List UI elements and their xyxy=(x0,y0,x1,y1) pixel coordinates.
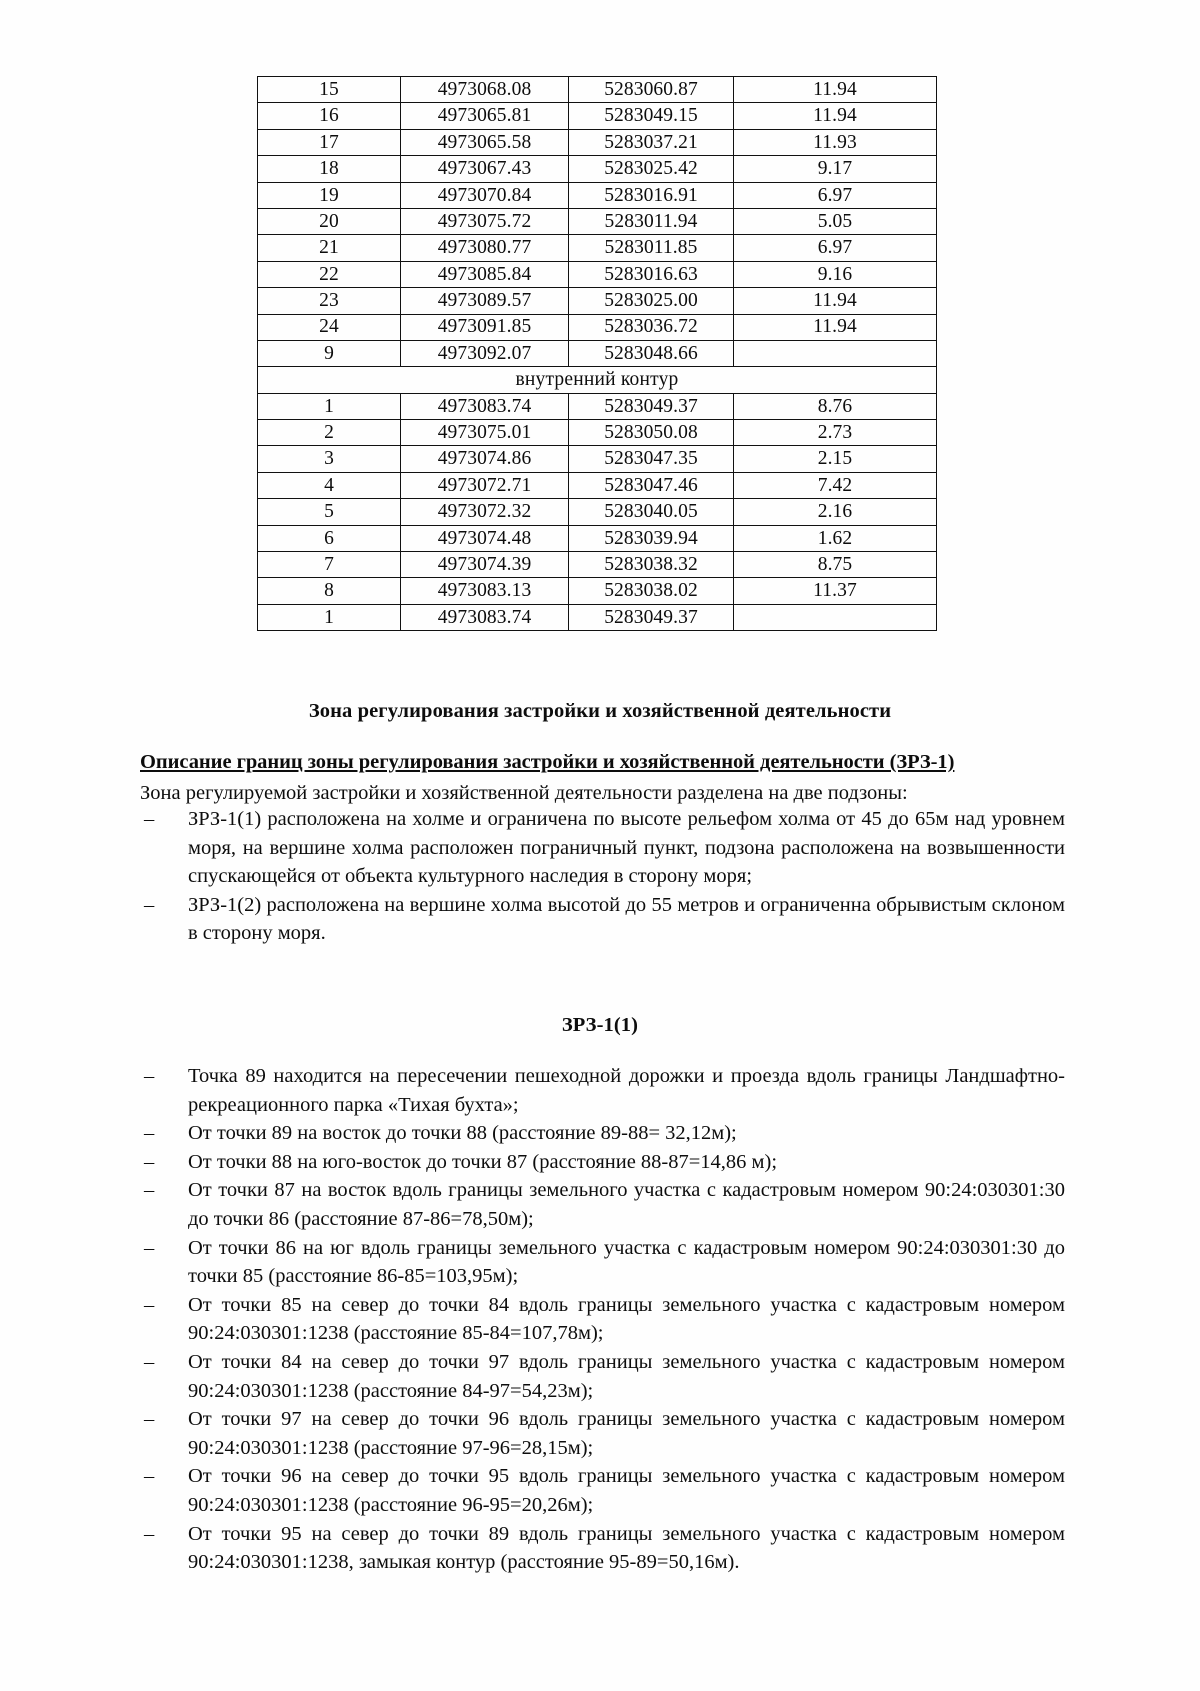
cell-coord-x: 4973072.71 xyxy=(401,472,569,498)
table-row xyxy=(258,446,937,472)
cell-coord-y: 5283047.46 xyxy=(569,472,734,498)
cell-distance: 9.16 xyxy=(734,261,937,287)
cell-coord-x: 4973092.07 xyxy=(401,340,569,366)
coordinate-table-body xyxy=(258,77,937,631)
cell-coord-x: 4973065.81 xyxy=(401,103,569,129)
cell-coord-y: 5283025.00 xyxy=(569,288,734,314)
cell-coord-y: 5283060.87 xyxy=(569,77,734,103)
cell-distance: 11.93 xyxy=(734,129,937,155)
cell-distance: 11.94 xyxy=(734,77,937,103)
cell-num: 20 xyxy=(258,208,401,234)
cell-distance: 8.76 xyxy=(734,393,937,419)
cell-num: 18 xyxy=(258,156,401,182)
cell-coord-x: 4973072.32 xyxy=(401,499,569,525)
cell-num: 7 xyxy=(258,552,401,578)
cell-coord-x: 4973089.57 xyxy=(401,288,569,314)
boundary-list-item: – От точки 85 на север до точки 84 вдоль границы земельного участка с кадастровым номером 90:24:030301:1238 (расстояние 85-84=107,78м); xyxy=(140,1291,1065,1348)
cell-distance: 5.05 xyxy=(734,208,937,234)
cell-coord-x: 4973067.43 xyxy=(401,156,569,182)
cell-num: 19 xyxy=(258,182,401,208)
table-row xyxy=(258,578,937,604)
cell-coord-x: 4973074.48 xyxy=(401,525,569,551)
boundary-list-item: – От точки 89 на восток до точки 88 (расстояние 89-88= 32,12м); xyxy=(140,1119,1065,1148)
subzone-list-item: – ЗРЗ-1(1) расположена на холме и ограничена по высоте рельефом холма от 45 до 65м над уровнем моря, на вершине холма расположен пограничный пункт, подзона расположена на возвышенности спускающейся от объекта культурного наследия в сторону моря; xyxy=(140,805,1065,891)
cell-num: 3 xyxy=(258,446,401,472)
cell-coord-y: 5283047.35 xyxy=(569,446,734,472)
boundary-list-item: – От точки 84 на север до точки 97 вдоль границы земельного участка с кадастровым номером 90:24:030301:1238 (расстояние 84-97=54,23м); xyxy=(140,1348,1065,1405)
table-row xyxy=(258,393,937,419)
cell-distance xyxy=(734,340,937,366)
table-row xyxy=(258,552,937,578)
boundary-list-item: – От точки 87 на восток вдоль границы земельного участка с кадастровым номером 90:24:030301:30 до точки 86 (расстояние 87-86=78,50м); xyxy=(140,1176,1065,1233)
cell-coord-y: 5283038.32 xyxy=(569,552,734,578)
section-heading-zrz-1-1: ЗРЗ-1(1) xyxy=(561,1014,639,1036)
cell-distance: 7.42 xyxy=(734,472,937,498)
cell-num: 22 xyxy=(258,261,401,287)
cell-coord-x: 4973080.77 xyxy=(401,235,569,261)
table-row xyxy=(258,182,937,208)
boundary-list-item: – Точка 89 находится на пересечении пешеходной дорожки и проезда вдоль границы Ландшафтно- рекреационного парка «Тихая бухта»; xyxy=(140,1062,1065,1119)
cell-distance: 6.97 xyxy=(734,235,937,261)
table-section-row xyxy=(258,367,937,393)
section-heading-description: Описание границ зоны регулирования застройки и хозяйственной деятельности (ЗРЗ-1) xyxy=(140,751,955,773)
cell-distance: 11.37 xyxy=(734,578,937,604)
cell-distance xyxy=(734,604,937,630)
table-row xyxy=(258,288,937,314)
coordinate-table xyxy=(257,76,937,631)
cell-coord-x: 4973083.13 xyxy=(401,578,569,604)
cell-distance: 2.16 xyxy=(734,499,937,525)
boundary-list-item: – От точки 95 на север до точки 89 вдоль границы земельного участка с кадастровым номером 90:24:030301:1238, замыкая контур (расстояние 95-89=50,16м). xyxy=(140,1520,1065,1577)
cell-distance: 11.94 xyxy=(734,314,937,340)
cell-distance: 6.97 xyxy=(734,182,937,208)
cell-distance: 8.75 xyxy=(734,552,937,578)
cell-num: 6 xyxy=(258,525,401,551)
table-row xyxy=(258,525,937,551)
cell-distance: 9.17 xyxy=(734,156,937,182)
inner-contour-label: внутренний контур xyxy=(258,367,937,393)
subzone-list xyxy=(140,805,1065,948)
boundary-list-item: – От точки 96 на север до точки 95 вдоль границы земельного участка с кадастровым номером 90:24:030301:1238 (расстояние 96-95=20,26м); xyxy=(140,1462,1065,1519)
table-row xyxy=(258,103,937,129)
cell-coord-y: 5283049.37 xyxy=(569,393,734,419)
table-row xyxy=(258,156,937,182)
cell-num: 17 xyxy=(258,129,401,155)
subzone-list-item: – ЗРЗ-1(2) расположена на вершине холма высотой до 55 метров и ограниченна обрывистым склоном в сторону моря. xyxy=(140,891,1065,948)
cell-coord-y: 5283049.15 xyxy=(569,103,734,129)
cell-num: 15 xyxy=(258,77,401,103)
table-row xyxy=(258,604,937,630)
cell-coord-x: 4973085.84 xyxy=(401,261,569,287)
cell-num: 4 xyxy=(258,472,401,498)
cell-coord-y: 5283048.66 xyxy=(569,340,734,366)
cell-coord-y: 5283011.94 xyxy=(569,208,734,234)
cell-coord-y: 5283039.94 xyxy=(569,525,734,551)
zrz-1-1-boundary-list xyxy=(140,1062,1065,1577)
cell-coord-x: 4973091.85 xyxy=(401,314,569,340)
cell-coord-y: 5283036.72 xyxy=(569,314,734,340)
cell-num: 23 xyxy=(258,288,401,314)
cell-coord-y: 5283049.37 xyxy=(569,604,734,630)
cell-coord-x: 4973070.84 xyxy=(401,182,569,208)
page-title-zone: Зона регулирования застройки и хозяйственной деятельности xyxy=(308,700,892,722)
boundary-list-item: – От точки 86 на юг вдоль границы земельного участка с кадастровым номером 90:24:030301:30 до точки 85 (расстояние 86-85=103,95м); xyxy=(140,1234,1065,1291)
cell-num: 24 xyxy=(258,314,401,340)
cell-distance: 2.15 xyxy=(734,446,937,472)
cell-num: 8 xyxy=(258,578,401,604)
table-row xyxy=(258,129,937,155)
boundary-list-item: – От точки 97 на север до точки 96 вдоль границы земельного участка с кадастровым номером 90:24:030301:1238 (расстояние 97-96=28,15м); xyxy=(140,1405,1065,1462)
boundary-list-item: – От точки 88 на юго-восток до точки 87 (расстояние 88-87=14,86 м); xyxy=(140,1148,1065,1177)
table-row xyxy=(258,77,937,103)
cell-coord-x: 4973075.01 xyxy=(401,420,569,446)
cell-distance: 11.94 xyxy=(734,103,937,129)
cell-coord-y: 5283011.85 xyxy=(569,235,734,261)
cell-coord-x: 4973074.39 xyxy=(401,552,569,578)
cell-num: 1 xyxy=(258,393,401,419)
table-row xyxy=(258,472,937,498)
cell-coord-y: 5283016.63 xyxy=(569,261,734,287)
cell-coord-y: 5283038.02 xyxy=(569,578,734,604)
cell-coord-y: 5283037.21 xyxy=(569,129,734,155)
table-row xyxy=(258,261,937,287)
intro-paragraph: Зона регулируемой застройки и хозяйственной деятельности разделена на две подзоны: xyxy=(140,782,908,804)
table-row xyxy=(258,208,937,234)
cell-coord-x: 4973075.72 xyxy=(401,208,569,234)
cell-coord-x: 4973083.74 xyxy=(401,604,569,630)
cell-coord-x: 4973065.58 xyxy=(401,129,569,155)
cell-num: 16 xyxy=(258,103,401,129)
cell-num: 2 xyxy=(258,420,401,446)
cell-num: 21 xyxy=(258,235,401,261)
table-row xyxy=(258,340,937,366)
cell-coord-x: 4973068.08 xyxy=(401,77,569,103)
cell-coord-y: 5283016.91 xyxy=(569,182,734,208)
cell-num: 9 xyxy=(258,340,401,366)
cell-coord-x: 4973074.86 xyxy=(401,446,569,472)
coordinate-table-container xyxy=(257,76,936,631)
table-row xyxy=(258,235,937,261)
cell-num: 5 xyxy=(258,499,401,525)
cell-coord-y: 5283050.08 xyxy=(569,420,734,446)
cell-distance: 11.94 xyxy=(734,288,937,314)
cell-coord-y: 5283040.05 xyxy=(569,499,734,525)
table-row xyxy=(258,420,937,446)
cell-num: 1 xyxy=(258,604,401,630)
cell-coord-x: 4973083.74 xyxy=(401,393,569,419)
cell-distance: 2.73 xyxy=(734,420,937,446)
cell-distance: 1.62 xyxy=(734,525,937,551)
table-row xyxy=(258,499,937,525)
cell-coord-y: 5283025.42 xyxy=(569,156,734,182)
table-row xyxy=(258,314,937,340)
